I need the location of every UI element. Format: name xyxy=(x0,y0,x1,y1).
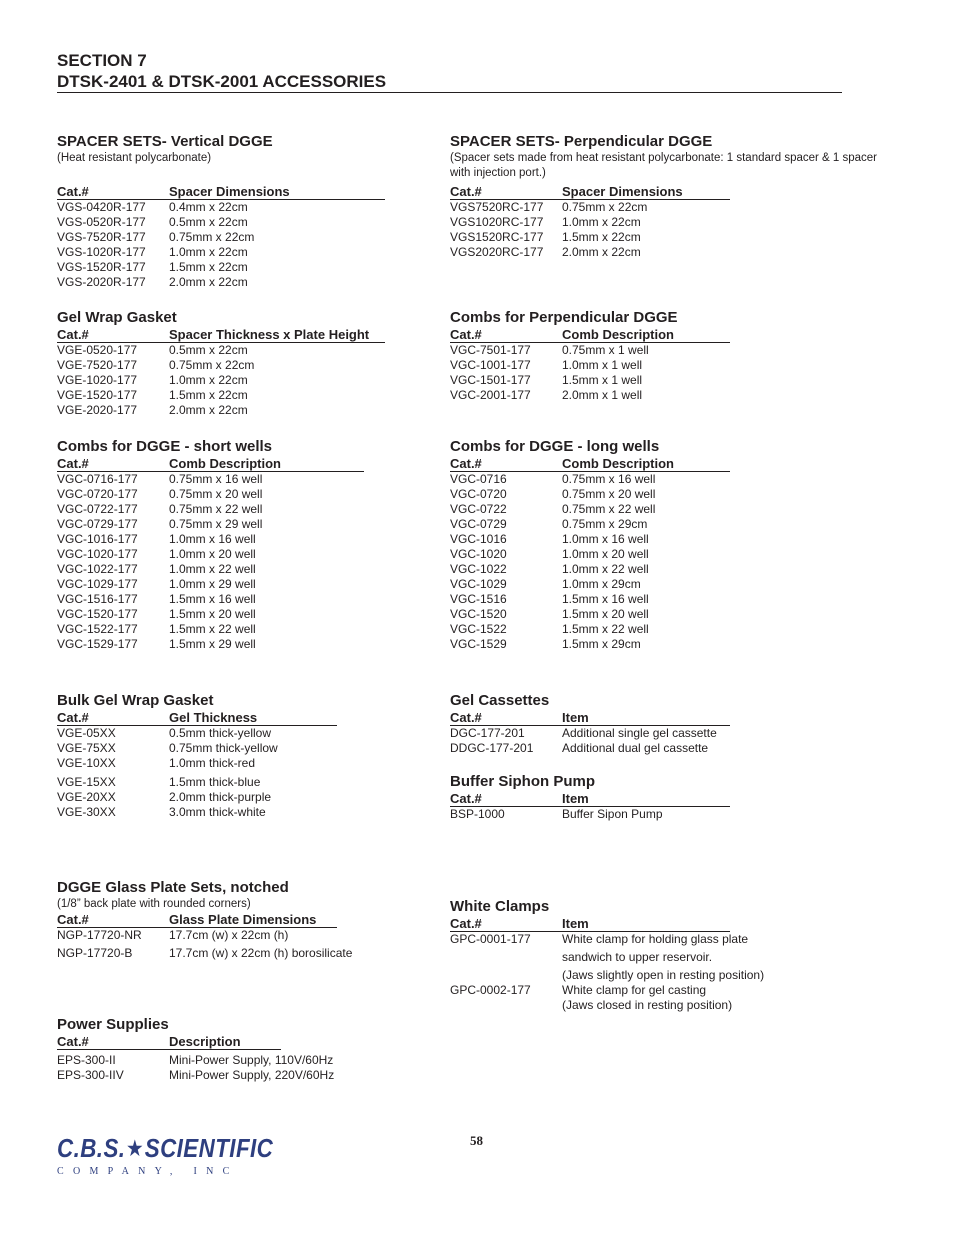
item-description: Mini-Power Supply, 110V/60Hz xyxy=(169,1053,334,1067)
table-row xyxy=(57,403,385,418)
cat-number xyxy=(450,968,562,983)
table-row xyxy=(450,726,730,741)
item-description: 1.0mm x 22cm xyxy=(169,373,248,387)
cat-number: DDGC-177-201 xyxy=(450,741,534,755)
header-description: Item xyxy=(562,710,589,725)
item-description: 0.75mm x 16 well xyxy=(169,472,263,486)
logo-wordmark xyxy=(57,1133,274,1164)
table-header xyxy=(450,184,730,200)
item-description: sandwich to upper reservoir. xyxy=(562,950,713,964)
table-header xyxy=(450,916,730,932)
table-row xyxy=(450,807,730,822)
table-row xyxy=(57,517,364,532)
section-heading: SPACER SETS- Vertical DGGE xyxy=(57,133,273,150)
cat-number xyxy=(450,950,562,965)
header-description: Spacer Dimensions xyxy=(562,184,683,199)
table-row xyxy=(450,577,730,592)
header-description: Item xyxy=(562,916,589,931)
table-row xyxy=(57,928,337,943)
cat-number: VGC-0716 xyxy=(450,472,507,486)
table-row xyxy=(57,532,364,547)
table-row xyxy=(57,741,337,756)
table-header xyxy=(57,710,337,726)
combs-long-section xyxy=(450,438,730,652)
item-description: 1.5mm x 29 well xyxy=(169,637,256,651)
table-row xyxy=(57,343,385,358)
item-description: 1.5mm x 1 well xyxy=(562,373,643,387)
table-header xyxy=(450,710,730,726)
item-description: 1.5mm x 20 well xyxy=(169,607,256,621)
gel-cassettes-section xyxy=(450,692,730,756)
section-heading: Bulk Gel Wrap Gasket xyxy=(57,692,214,709)
bulk-gel-wrap-section xyxy=(57,692,337,820)
section-heading: Power Supplies xyxy=(57,1016,169,1033)
section-heading: DGGE Glass Plate Sets, notched xyxy=(57,879,289,896)
item-description: 1.0mm thick-red xyxy=(169,756,256,770)
cat-number: VGE-20XX xyxy=(57,790,116,804)
item-description: 1.0mm x 22 well xyxy=(562,562,649,576)
page-number: 58 xyxy=(470,1133,483,1148)
cat-number: VGS-0420R-177 xyxy=(57,200,146,214)
section-heading: Combs for DGGE - short wells xyxy=(57,438,273,455)
item-description: (Jaws closed in resting position) xyxy=(562,998,733,1012)
item-description: 1.0mm x 29 well xyxy=(169,577,256,591)
table-row xyxy=(57,230,385,245)
item-description: 17.7cm (w) x 22cm (h) xyxy=(169,928,289,942)
table-header xyxy=(57,1034,281,1050)
cat-number: VGE-75XX xyxy=(57,741,116,755)
table-row xyxy=(57,562,364,577)
cat-number xyxy=(450,998,562,1013)
glass-plates-section xyxy=(57,879,353,961)
table-row xyxy=(450,532,730,547)
table-row xyxy=(450,622,730,637)
cat-number: NGP-17720-NR xyxy=(57,928,142,942)
table-row xyxy=(450,968,765,983)
table-row xyxy=(450,200,880,215)
item-description: 0.75mm x 29cm xyxy=(562,517,648,531)
section-note: (Spacer sets made from heat resistant polycarbonate: 1 standard spacer & 1 spacer with injection port.) xyxy=(450,152,877,179)
header-cat: Cat.# xyxy=(450,456,482,471)
item-description: 1.0mm x 16 well xyxy=(562,532,649,546)
cat-number: VGC-1529-177 xyxy=(57,637,138,651)
cat-number: VGC-0720 xyxy=(450,487,507,501)
table-header xyxy=(57,327,385,343)
cat-number: VGC-0729 xyxy=(450,517,507,531)
header-cat: Cat.# xyxy=(450,327,482,342)
cat-number: VGE-7520-177 xyxy=(57,358,138,372)
company-logo xyxy=(57,1133,274,1177)
item-description: 1.0mm x 1 well xyxy=(562,358,643,372)
star-icon: ★ xyxy=(127,1138,144,1160)
table-row xyxy=(57,637,364,652)
power-supplies-section xyxy=(57,1016,335,1083)
item-description: 0.75mm x 22 well xyxy=(169,502,263,516)
item-description: White clamp for gel casting xyxy=(562,983,707,997)
item-description: 0.75mm x 22 well xyxy=(562,502,656,516)
table-row xyxy=(57,592,364,607)
item-description: 0.75mm x 16 well xyxy=(562,472,656,486)
header-description: Comb Description xyxy=(169,456,281,471)
item-description: 1.0mm x 20 well xyxy=(169,547,256,561)
section-note: (1/8” back plate with rounded corners) xyxy=(57,898,251,910)
item-description: 0.75mm x 22cm xyxy=(169,230,255,244)
section-heading: Gel Cassettes xyxy=(450,692,550,709)
table-row xyxy=(450,741,730,756)
table-row xyxy=(57,502,364,517)
table-row xyxy=(57,388,385,403)
cat-number: VGC-1516 xyxy=(450,592,507,606)
cat-number: VGE-15XX xyxy=(57,775,116,789)
combs-short-section xyxy=(57,438,364,652)
cat-number: VGS1020RC-177 xyxy=(450,215,544,229)
cat-number: VGE-1520-177 xyxy=(57,388,138,402)
cat-number: VGS-2020R-177 xyxy=(57,275,146,289)
table-row xyxy=(57,790,337,805)
item-description: Mini-Power Supply, 220V/60Hz xyxy=(169,1068,335,1082)
table-row xyxy=(57,756,337,771)
table-row xyxy=(450,343,730,358)
item-description: Additional single gel cassette xyxy=(562,726,717,740)
table-row xyxy=(450,373,730,388)
cat-number: VGC-1522-177 xyxy=(57,622,138,636)
header-cat: Cat.# xyxy=(57,710,89,725)
item-description: 1.5mm x 29cm xyxy=(562,637,641,651)
item-description: 0.5mm x 22cm xyxy=(169,343,248,357)
table-row xyxy=(450,388,730,403)
table-row xyxy=(57,946,353,961)
item-description: 1.5mm x 20 well xyxy=(562,607,649,621)
logo-brand-left: C.B.S. xyxy=(57,1133,126,1163)
buffer-pump-section xyxy=(450,773,730,822)
section-heading: Buffer Siphon Pump xyxy=(450,773,595,790)
item-description: 0.5mm thick-yellow xyxy=(169,726,272,740)
table-row xyxy=(450,358,730,373)
cat-number: VGC-1020 xyxy=(450,547,507,561)
logo-brand-right: SCIENTIFIC xyxy=(144,1133,274,1163)
item-description: 0.4mm x 22cm xyxy=(169,200,248,214)
table-row xyxy=(450,502,730,517)
header-cat: Cat.# xyxy=(57,1034,89,1049)
item-description: 3.0mm thick-white xyxy=(169,805,266,819)
cat-number: VGC-1520 xyxy=(450,607,507,621)
header-description: Description xyxy=(169,1034,241,1049)
cat-number: VGC-0716-177 xyxy=(57,472,138,486)
table-row xyxy=(57,487,364,502)
item-description: White clamp for holding glass plate xyxy=(562,932,749,946)
cat-number: GPC-0001-177 xyxy=(450,932,531,946)
item-description: 1.5mm thick-blue xyxy=(169,775,261,789)
section-heading: SPACER SETS- Perpendicular DGGE xyxy=(450,133,713,150)
cat-number: VGS-0520R-177 xyxy=(57,215,146,229)
section-heading: Combs for DGGE - long wells xyxy=(450,438,660,455)
header-cat: Cat.# xyxy=(57,327,89,342)
cat-number: VGC-0720-177 xyxy=(57,487,138,501)
item-description: 1.0mm x 16 well xyxy=(169,532,256,546)
cat-number: VGS7520RC-177 xyxy=(450,200,544,214)
table-row xyxy=(450,592,730,607)
table-row xyxy=(57,547,364,562)
cat-number: VGC-1020-177 xyxy=(57,547,138,561)
cat-number: VGS-1020R-177 xyxy=(57,245,146,259)
table-row xyxy=(57,577,364,592)
header-description: Item xyxy=(562,791,589,806)
table-row xyxy=(450,607,730,622)
header-cat: Cat.# xyxy=(450,916,482,931)
cat-number: DGC-177-201 xyxy=(450,726,525,740)
gel-wrap-section xyxy=(57,309,385,418)
section-title: DTSK-2401 & DTSK-2001 ACCESSORIES xyxy=(57,72,387,91)
cat-number: VGS2020RC-177 xyxy=(450,245,544,259)
table-row xyxy=(450,562,730,577)
section-heading: White Clamps xyxy=(450,898,550,915)
item-description: 1.5mm x 22 well xyxy=(562,622,649,636)
item-description: 0.75mm x 1 well xyxy=(562,343,649,357)
cat-number: VGC-1501-177 xyxy=(450,373,531,387)
item-description: 1.0mm x 20 well xyxy=(562,547,649,561)
cat-number: BSP-1000 xyxy=(450,807,505,821)
section-number: SECTION 7 xyxy=(57,51,147,70)
cat-number: VGE-30XX xyxy=(57,805,116,819)
item-description: 1.0mm x 29cm xyxy=(562,577,641,591)
item-description: 2.0mm x 22cm xyxy=(562,245,641,259)
table-row xyxy=(450,230,880,245)
table-row xyxy=(57,622,364,637)
cat-number: VGC-7501-177 xyxy=(450,343,531,357)
table-row xyxy=(450,487,730,502)
cat-number: VGE-2020-177 xyxy=(57,403,138,417)
cat-number: VGC-1029 xyxy=(450,577,507,591)
item-description: 1.5mm x 16 well xyxy=(562,592,649,606)
cat-number: VGC-1016 xyxy=(450,532,507,546)
header-cat: Cat.# xyxy=(450,791,482,806)
table-row xyxy=(450,932,749,947)
table-header xyxy=(450,327,730,343)
header-cat: Cat.# xyxy=(450,184,482,199)
table-row xyxy=(450,245,880,260)
header-description: Spacer Dimensions xyxy=(169,184,290,199)
item-description: (Jaws slightly open in resting position) xyxy=(562,968,765,982)
table-row xyxy=(57,1068,335,1083)
table-header xyxy=(450,456,730,472)
logo-subtitle: COMPANY, INC xyxy=(57,1166,239,1177)
cat-number: VGE-0520-177 xyxy=(57,343,138,357)
section-heading: Combs for Perpendicular DGGE xyxy=(450,309,678,326)
cat-number: VGE-05XX xyxy=(57,726,116,740)
page-header xyxy=(57,50,842,92)
cat-number: VGE-10XX xyxy=(57,756,116,770)
header-rule xyxy=(57,92,842,93)
table-row xyxy=(450,637,730,652)
cat-number: VGC-1022-177 xyxy=(57,562,138,576)
table-header xyxy=(57,912,337,928)
cat-number: VGS-1520R-177 xyxy=(57,260,146,274)
table-row xyxy=(57,215,385,230)
table-row xyxy=(450,472,730,487)
table-row xyxy=(450,950,730,965)
table-row xyxy=(57,245,385,260)
header-cat: Cat.# xyxy=(57,184,89,199)
header-description: Gel Thickness xyxy=(169,710,258,725)
cat-number: VGC-1029-177 xyxy=(57,577,138,591)
cat-number: VGE-1020-177 xyxy=(57,373,138,387)
table-row xyxy=(57,726,337,741)
item-description: 1.0mm x 22cm xyxy=(562,215,641,229)
header-description: Spacer Thickness x Plate Height xyxy=(169,327,370,342)
table-row xyxy=(57,472,364,487)
item-description: 0.75mm x 20 well xyxy=(169,487,263,501)
item-description: 0.75mm x 22cm xyxy=(169,358,255,372)
item-description: 1.5mm x 22 well xyxy=(169,622,256,636)
item-description: 2.0mm x 22cm xyxy=(169,275,248,289)
item-description: 1.5mm x 22cm xyxy=(169,260,248,274)
item-description: 2.0mm x 1 well xyxy=(562,388,643,402)
table-row xyxy=(57,275,385,290)
cat-number: VGC-1529 xyxy=(450,637,507,651)
cat-number: VGC-1522 xyxy=(450,622,507,636)
item-description: 1.5mm x 22cm xyxy=(562,230,641,244)
table-row xyxy=(57,805,337,820)
combs-perpendicular-section xyxy=(450,309,730,403)
cat-number: EPS-300-II xyxy=(57,1053,116,1067)
table-row xyxy=(450,547,730,562)
table-header xyxy=(450,791,730,807)
item-description: Buffer Sipon Pump xyxy=(562,807,663,821)
item-description: 1.0mm x 22cm xyxy=(169,245,248,259)
table-row xyxy=(57,607,364,622)
table-row xyxy=(57,373,385,388)
item-description: 0.75mm x 29 well xyxy=(169,517,263,531)
header-description: Comb Description xyxy=(562,456,674,471)
table-row xyxy=(57,358,385,373)
item-description: 0.75mm x 22cm xyxy=(562,200,648,214)
item-description: 2.0mm thick-purple xyxy=(169,790,272,804)
section-heading: Gel Wrap Gasket xyxy=(57,309,177,326)
cat-number: VGC-0729-177 xyxy=(57,517,138,531)
cat-number: EPS-300-IIV xyxy=(57,1068,124,1082)
cat-number: NGP-17720-B xyxy=(57,946,133,960)
header-description: Comb Description xyxy=(562,327,674,342)
spacer-perpendicular-section xyxy=(450,133,880,260)
header-cat: Cat.# xyxy=(450,710,482,725)
spacer-vertical-section xyxy=(57,133,385,290)
item-description: 0.75mm x 20 well xyxy=(562,487,656,501)
item-description: 1.5mm x 16 well xyxy=(169,592,256,606)
cat-number: VGS1520RC-177 xyxy=(450,230,544,244)
cat-number: VGC-2001-177 xyxy=(450,388,531,402)
table-row xyxy=(57,260,385,275)
cat-number: VGC-1520-177 xyxy=(57,607,138,621)
table-header xyxy=(57,456,364,472)
cat-number: GPC-0002-177 xyxy=(450,983,531,997)
header-description: Glass Plate Dimensions xyxy=(169,912,317,927)
cat-number: VGC-0722-177 xyxy=(57,502,138,516)
table-row xyxy=(450,215,880,230)
table-header xyxy=(57,184,385,200)
table-row xyxy=(57,775,337,790)
table-row xyxy=(450,983,730,998)
item-description: 17.7cm (w) x 22cm (h) borosilicate xyxy=(169,946,353,960)
section-note: (Heat resistant polycarbonate) xyxy=(57,152,212,164)
item-description: Additional dual gel cassette xyxy=(562,741,709,755)
item-description: 0.75mm thick-yellow xyxy=(169,741,278,755)
table-row xyxy=(57,200,385,215)
cat-number: VGC-1516-177 xyxy=(57,592,138,606)
cat-number: VGS-7520R-177 xyxy=(57,230,146,244)
item-description: 2.0mm x 22cm xyxy=(169,403,248,417)
table-row xyxy=(450,517,730,532)
cat-number: VGC-1022 xyxy=(450,562,507,576)
item-description: 1.0mm x 22 well xyxy=(169,562,256,576)
item-description: 1.5mm x 22cm xyxy=(169,388,248,402)
cat-number: VGC-1016-177 xyxy=(57,532,138,546)
header-cat: Cat.# xyxy=(57,456,89,471)
header-cat: Cat.# xyxy=(57,912,89,927)
table-row xyxy=(450,998,733,1013)
table-row xyxy=(57,1053,334,1068)
item-description: 0.5mm x 22cm xyxy=(169,215,248,229)
white-clamps-section xyxy=(450,898,765,1013)
cat-number: VGC-1001-177 xyxy=(450,358,531,372)
cat-number: VGC-0722 xyxy=(450,502,507,516)
